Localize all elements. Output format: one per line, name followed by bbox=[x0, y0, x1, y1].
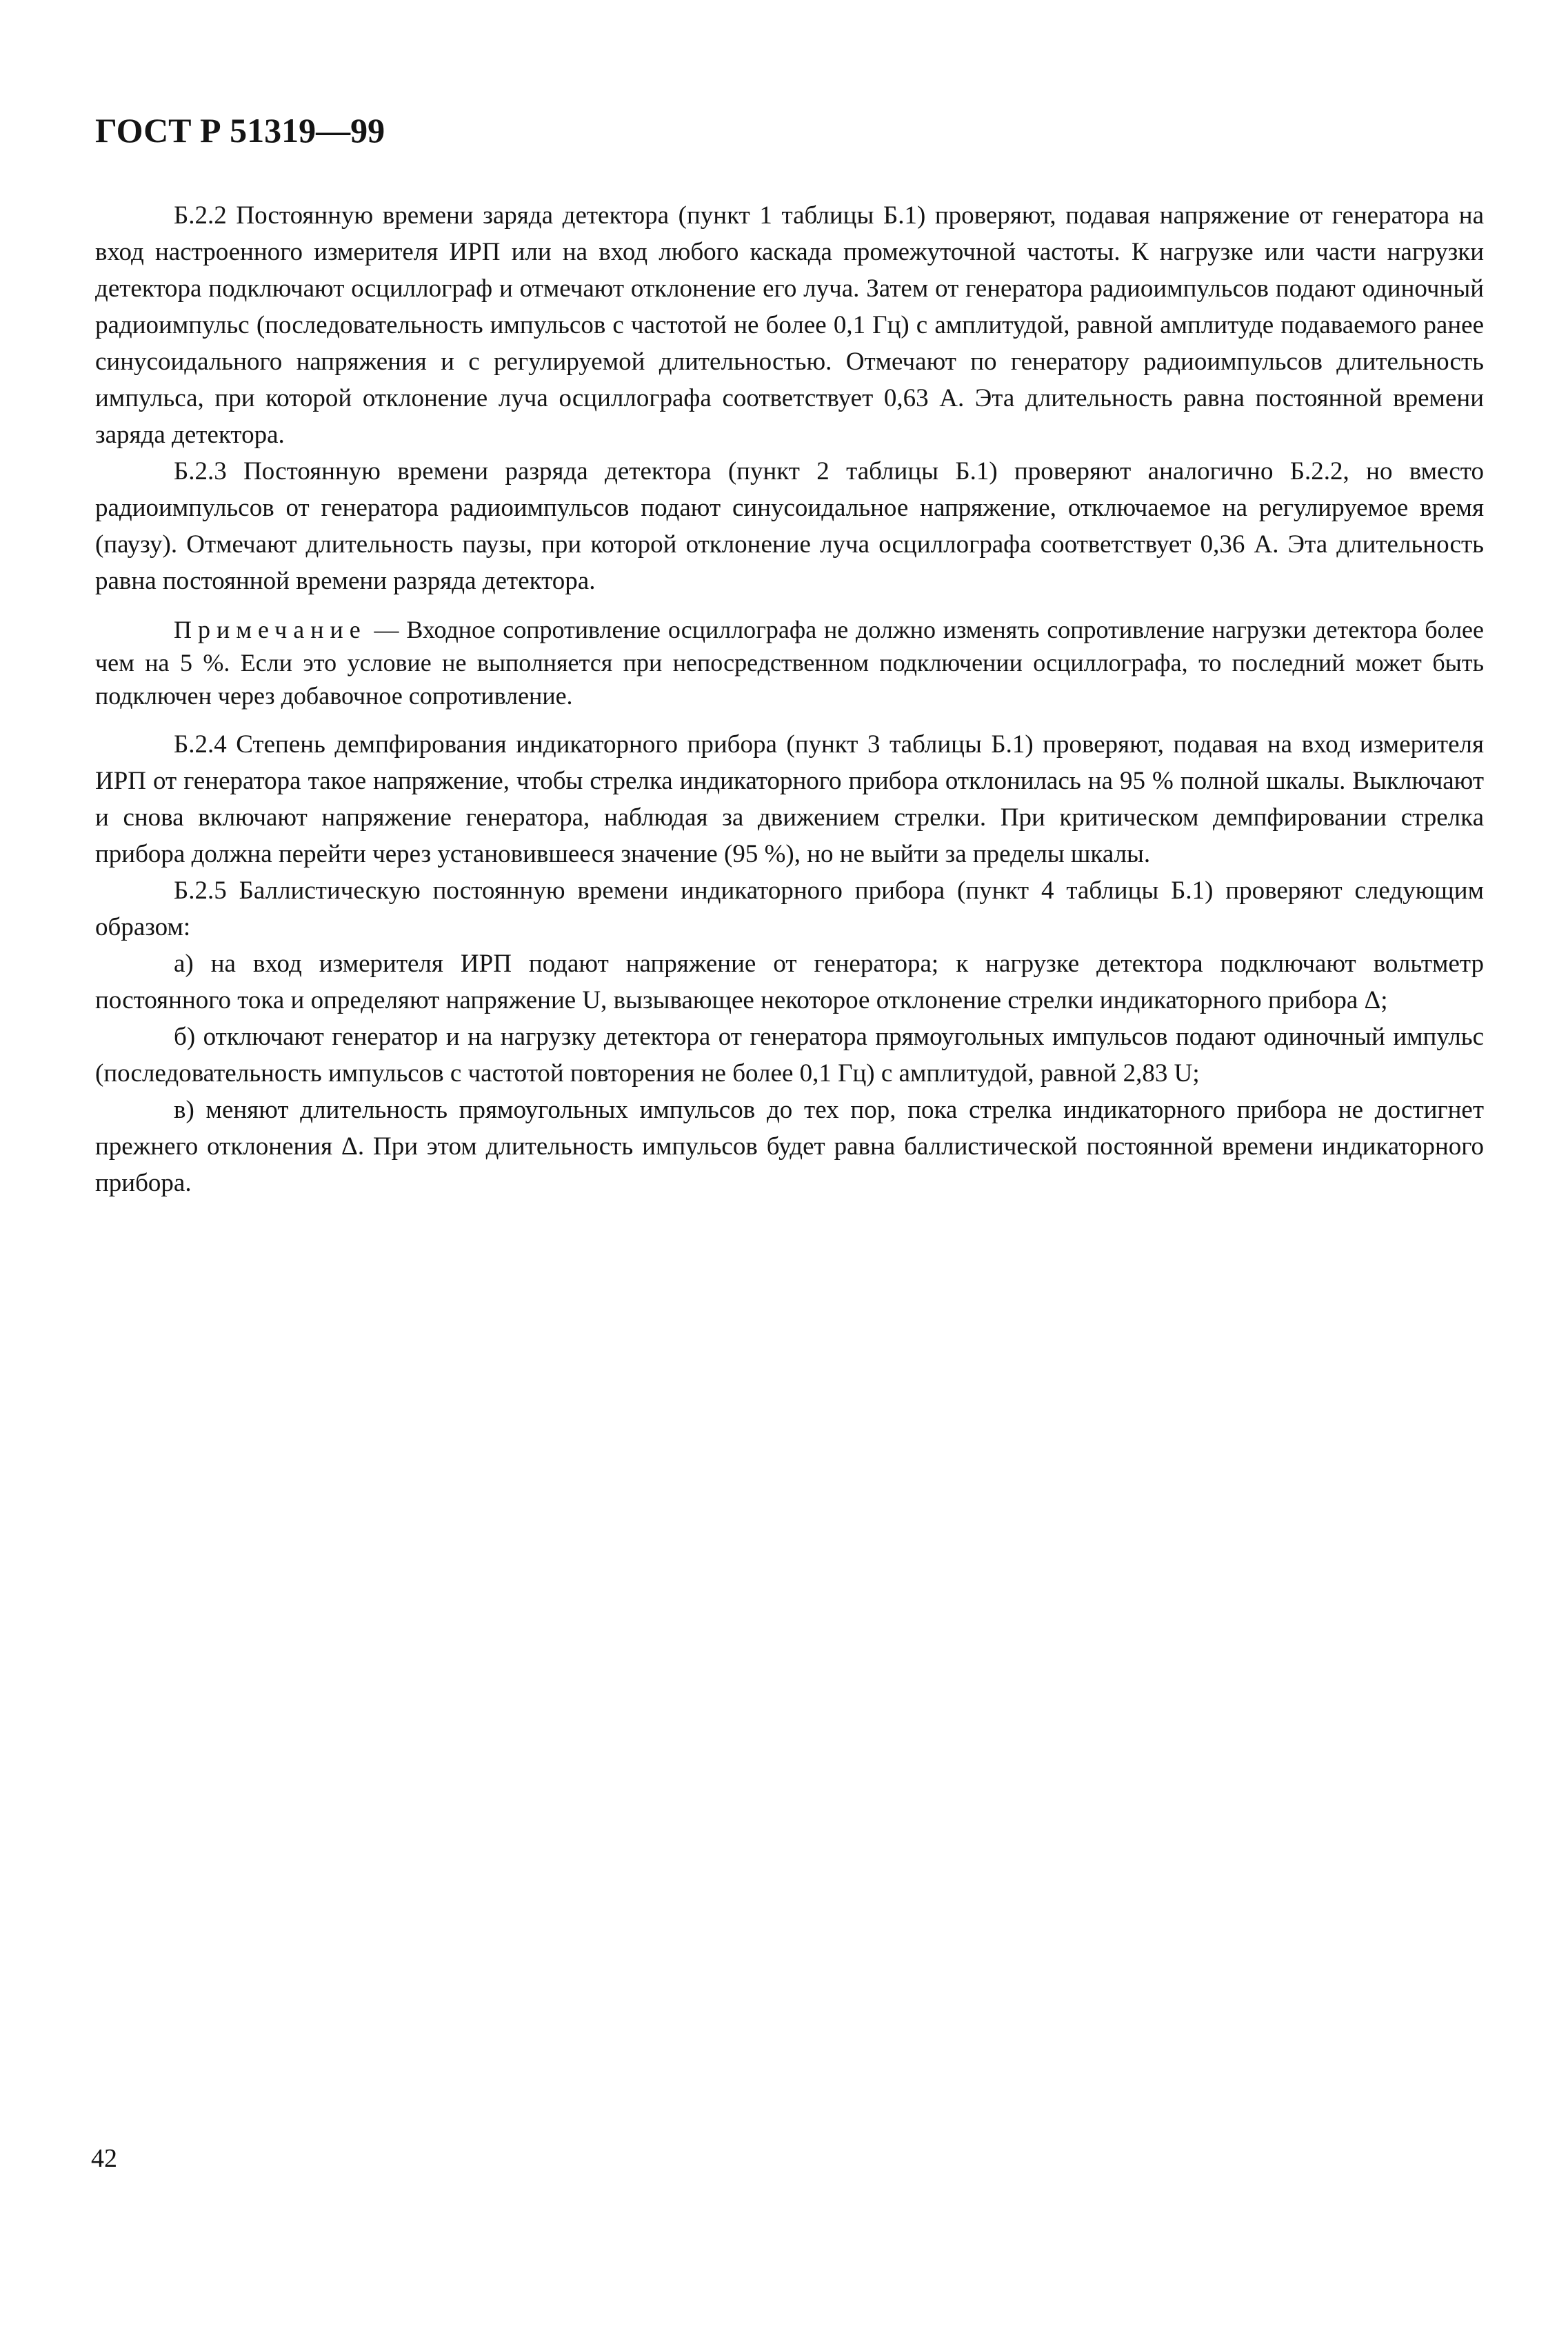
note-text: — Входное сопротивление осциллографа не должно изменять сопротивление нагрузки детектора более чем на 5 %. Если это условие не выполняется при непосредственном подключении осциллографа, то последний может быть подключен через добавочное сопротивление. bbox=[95, 616, 1484, 710]
paragraph-b23: Б.2.3 Постоянную времени разряда детектора (пункт 2 таблицы Б.1) проверяют аналогично Б.2.2, но вместо радиоимпульсов от генератора радиоимпульсов подают синусоидальное напряжение, отключаемое на регулируемое время (паузу). Отмечают длительность паузы, при которой отклонение луча осциллографа соответствует 0,36 А. Эта длительность равна постоянной времени разряда детектора. bbox=[95, 457, 1484, 595]
note-label: Примечание bbox=[174, 616, 367, 643]
paragraph-b25: Б.2.5 Баллистическую постоянную времени индикаторного прибора (пункт 4 таблицы Б.1) проверяют следующим образом: bbox=[95, 877, 1484, 941]
paragraph-b24: Б.2.4 Степень демпфирования индикаторного прибора (пункт 3 таблицы Б.1) проверяют, подавая на вход измерителя ИРП от генератора такое напряжение, чтобы стрелка индикаторного прибора отклонилась на 95 % полной шкалы. Выключают и снова включают напряжение генератора, наблюдая за движением стрелки. При критическом демпфировании стрелка прибора должна перейти через установившееся значение (95 %), но не выйти за пределы шкалы. bbox=[95, 730, 1484, 868]
paragraph-b22: Б.2.2 Постоянную времени заряда детектора (пункт 1 таблицы Б.1) проверяют, подавая напряжение от генератора на вход настроенного измерителя ИРП или на вход любого каскада промежуточной частоты. К нагрузке или части нагрузки детектора подключают осциллограф и отмечают отклонение его луча. Затем от генератора радиоимпульсов подают одиночный радиоимпульс (последовательность импульсов с частотой не более 0,1 Гц) с амплитудой, равной амплитуде подаваемого ранее синусоидального напряжения и с регулируемой длительностью. Отмечают по генератору радиоимпульсов длительность импульса, при которой отклонение луча осциллографа соответствует 0,63 А. Эта длительность равна постоянной времени заряда детектора. bbox=[95, 201, 1484, 449]
paragraph-b25-c: в) меняют длительность прямоугольных импульсов до тех пор, пока стрелка индикаторного прибора не достигнет прежнего отклонения Δ. При этом длительность импульсов будет равна баллистической постоянной времени индикаторного прибора. bbox=[95, 1096, 1484, 1197]
paragraph-b25-b: б) отключают генератор и на нагрузку детектора от генератора прямоугольных импульсов подают одиночный импульс (последовательность импульсов с частотой повторения не более 0,1 Гц) с амплитудой, равной 2,83 U; bbox=[95, 1023, 1484, 1088]
document-header: ГОСТ Р 51319—99 bbox=[95, 111, 385, 150]
document-body bbox=[95, 197, 1484, 1201]
paragraph-b25-a: а) на вход измерителя ИРП подают напряжение от генератора; к нагрузке детектора подключают вольтметр постоянного тока и определяют напряжение U, вызывающее некоторое отклонение стрелки индикаторного прибора Δ; bbox=[95, 950, 1484, 1014]
note-block bbox=[95, 613, 1484, 712]
page-number: 42 bbox=[91, 2144, 117, 2173]
